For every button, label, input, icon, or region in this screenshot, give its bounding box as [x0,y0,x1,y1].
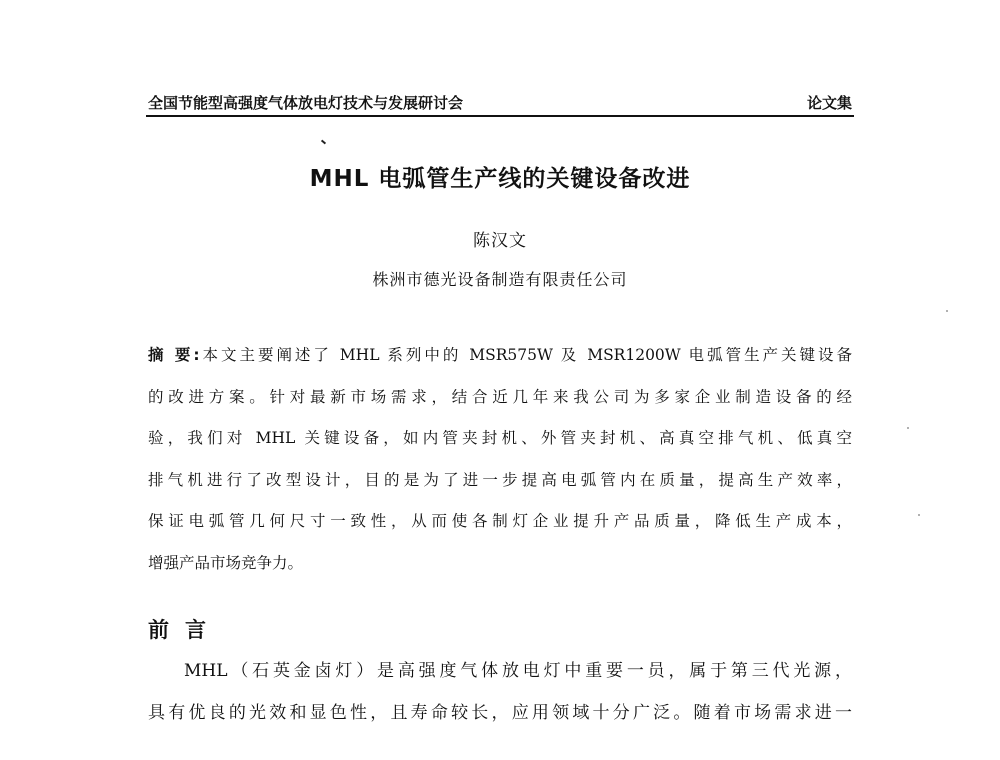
scan-speck [946,310,948,312]
abstract-line: 的改进方案。针对最新市场需求，结合近几年来我公司为多家企业制造设备的经 [148,387,852,406]
abstract-line [148,340,852,382]
paper-title: MHL 电弧管生产线的关键设备改进 [309,166,691,192]
abstract-line: 排气机进行了改型设计，目的是为了进一步提高电弧管内在质量，提高生产效率， [148,470,852,489]
abstract-line: 增强产品市场竞争力。 [148,553,304,572]
abstract-label: 摘 要: [148,346,200,364]
abstract-line: 保证电弧管几何尺寸一致性，从而使各制灯企业提升产品质量，降低生产成本， [148,512,852,530]
scan-speck [918,514,920,516]
preface-body [148,652,852,736]
abstract-text: 本文主要阐述了 MHL 系列中的 MSR575W 及 MSR1200W 电弧管生产关键设备 [199,346,852,364]
abstract [148,340,852,589]
abstract-line: 验，我们对 MHL 关键设备，如内管夹封机、外管夹封机、高真空排气机、低真空 [148,429,852,447]
collection-label: 论文集 [806,94,852,112]
section-heading: 前言 [148,618,222,642]
body-line: MHL（石英金卤灯）是高强度气体放电灯中重要一员，属于第三代光源， [184,661,852,681]
scan-speck [907,427,909,429]
paper-affiliation: 株洲市德光设备制造有限责任公司 [372,270,628,289]
body-line: 具有优良的光效和显色性，且寿命较长，应用领域十分广泛。随着市场需求进一 [148,703,852,723]
header-rule [146,115,854,117]
stray-mark [321,140,326,145]
conference-name: 全国节能型高强度气体放电灯技术与发展研讨会 [148,94,464,112]
paper-author: 陈汉文 [473,231,527,251]
running-header [148,92,852,116]
